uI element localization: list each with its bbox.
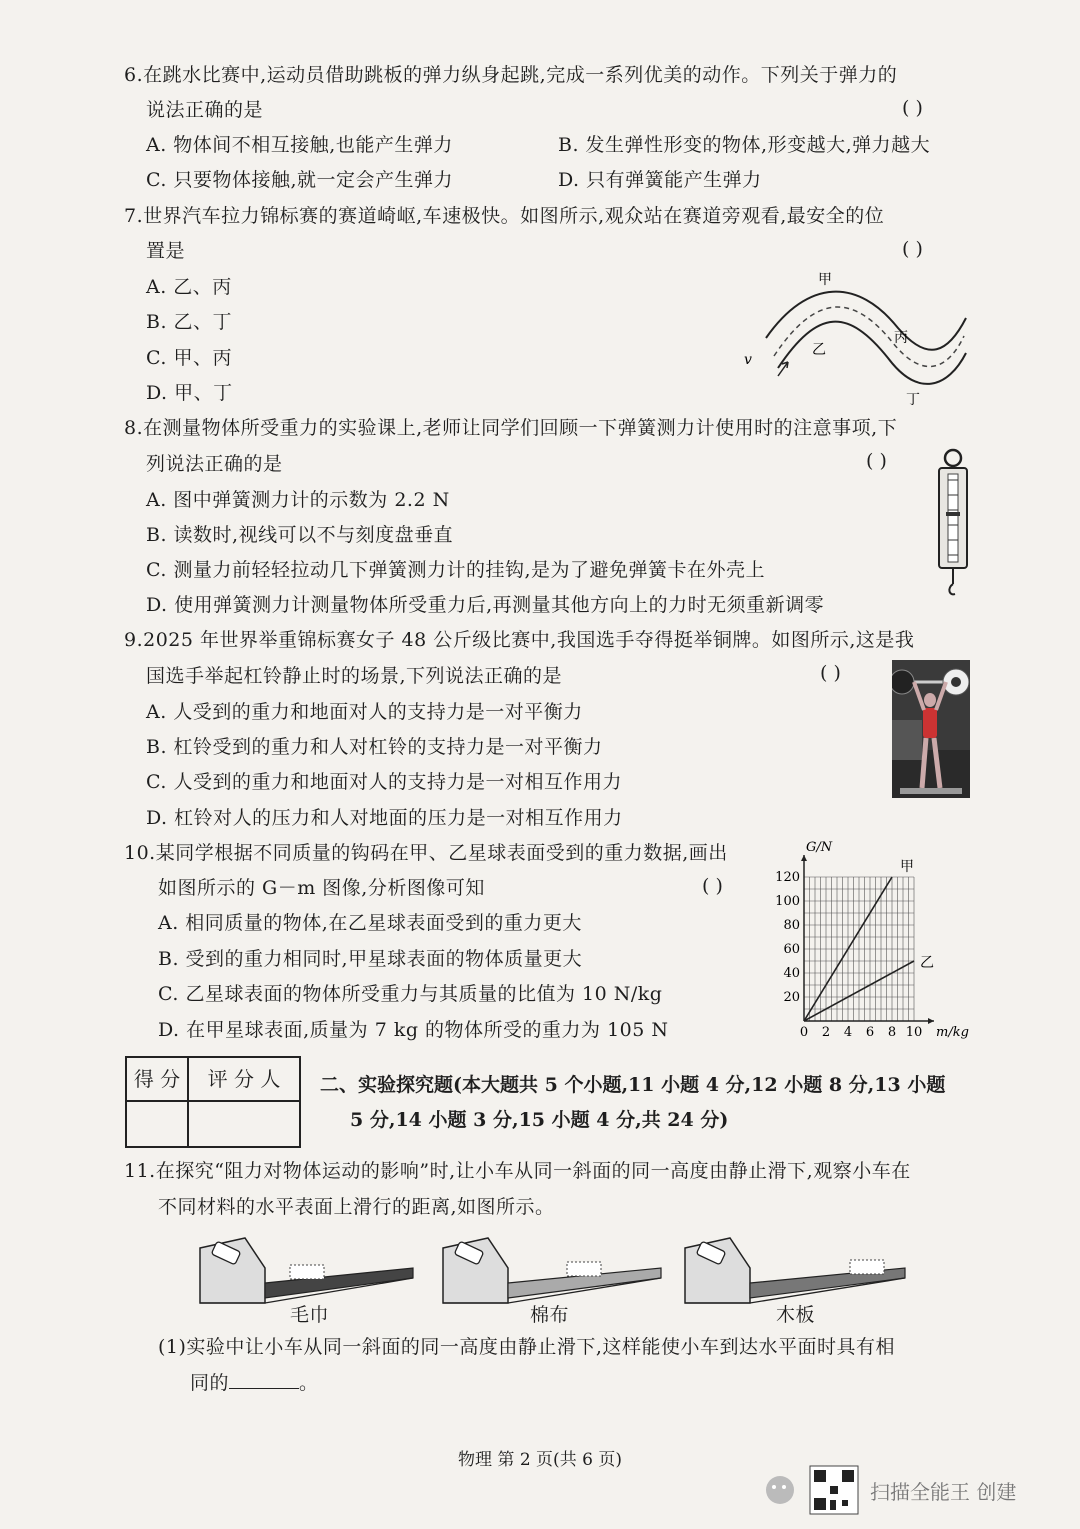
spring-scale-figure	[930, 448, 976, 598]
y-tick-label: 20	[783, 990, 800, 1005]
q8-stem-line1: 8.在测量物体所受重力的实验课上,老师让同学们回顾一下弹簧测力计使用时的注意事项,下	[124, 417, 898, 439]
q6-option-c: C. 只要物体接触,就一定会产生弹力	[146, 169, 453, 191]
g-m-chart	[770, 835, 980, 1045]
q9-stem-line2: 国选手举起杠铃静止时的场景,下列说法正确的是	[146, 665, 563, 687]
q11-stem-line1: 11.在探究“阻力对物体运动的影响”时,让小车从同一斜面的同一高度由静止滑下,观察小车在	[124, 1160, 911, 1182]
x-tick-label: 4	[843, 1025, 853, 1040]
q8-stem-line2: 列说法正确的是	[146, 453, 283, 475]
incline-towel	[200, 1238, 413, 1303]
x-tick-label: 6	[865, 1025, 875, 1040]
x-axis-arrow	[928, 1018, 934, 1024]
x-tick-label: 2	[821, 1025, 831, 1040]
y-tick-label: 80	[783, 918, 800, 933]
score-table-divider	[187, 1102, 189, 1146]
answer-blank[interactable]	[229, 1370, 299, 1389]
q7-option-c: C. 甲、丙	[146, 347, 232, 369]
x-tick-label: 0	[799, 1025, 809, 1040]
q9-option-c: C. 人受到的重力和地面对人的支持力是一对相互作用力	[146, 771, 622, 793]
label-jia: 甲	[818, 272, 832, 288]
q6-option-a: A. 物体间不相互接触,也能产生弹力	[146, 134, 453, 156]
q10-answer-paren: ( )	[702, 875, 723, 897]
q10-stem-line2: 如图所示的 G－m 图像,分析图像可知	[158, 877, 485, 899]
q8-option-a: A. 图中弹簧测力计的示数为 2.2 N	[146, 489, 450, 511]
section2-title-line2: 5 分,14 小题 3 分,15 小题 4 分,共 24 分)	[350, 1109, 729, 1131]
q8-option-b: B. 读数时,视线可以不与刻度盘垂直	[146, 524, 454, 546]
y-axis-arrow	[801, 855, 807, 861]
label-ding: 丁	[906, 392, 920, 408]
x-tick-label: 8	[887, 1025, 897, 1040]
q11-sub1-line2	[190, 1370, 319, 1396]
weightlifter-photo	[892, 660, 970, 798]
score-header: 得 分	[127, 1058, 189, 1102]
q9-option-b: B. 杠铃受到的重力和人对杠铃的支持力是一对平衡力	[146, 736, 603, 758]
watermark-text: 扫描全能王 创建	[870, 1480, 1017, 1504]
label-v: v	[744, 352, 752, 368]
q10-stem-line1: 10.某同学根据不同质量的钩码在甲、乙星球表面受到的重力数据,画出	[124, 842, 728, 864]
q7-stem-line2: 置是	[146, 240, 186, 262]
x-tick-label: 10	[905, 1025, 923, 1040]
q6-option-d: D. 只有弹簧能产生弹力	[558, 169, 762, 191]
q10-option-d: D. 在甲星球表面,质量为 7 kg 的物体所受的重力为 105 N	[158, 1019, 669, 1041]
q10-option-b: B. 受到的重力相同时,甲星球表面的物体质量更大	[158, 948, 583, 970]
q6-option-b: B. 发生弹性形变的物体,形变越大,弹力越大	[558, 134, 931, 156]
q7-answer-paren: ( )	[902, 238, 923, 260]
surface-label-cotton: 棉布	[530, 1304, 570, 1326]
q7-option-a: A. 乙、丙	[146, 276, 232, 298]
incline-cotton	[443, 1238, 661, 1303]
q10-option-c: C. 乙星球表面的物体所受重力与其质量的比值为 10 N/kg	[158, 983, 663, 1005]
y-axis-label: G/N	[806, 840, 833, 855]
section2-title-line1: 二、实验探究题(本大题共 5 个小题,11 小题 4 分,12 小题 8 分,13 小题	[320, 1074, 946, 1096]
q8-answer-paren: ( )	[866, 450, 887, 472]
q7-option-d: D. 甲、丁	[146, 382, 233, 404]
q6-stem-line2: 说法正确的是	[146, 99, 264, 121]
q8-option-c: C. 测量力前轻轻拉动几下弹簧测力计的挂钩,是为了避免弹簧卡在外壳上	[146, 559, 765, 581]
q9-option-d: D. 杠铃对人的压力和人对地面的压力是一对相互作用力	[146, 807, 623, 829]
score-table	[125, 1056, 301, 1148]
q7-stem-line1: 7.世界汽车拉力锦标赛的赛道崎岖,车速极快。如图所示,观众站在赛道旁观看,最安全的位	[124, 205, 885, 227]
y-tick-label: 40	[783, 966, 800, 981]
q9-option-a: A. 人受到的重力和地面对人的支持力是一对平衡力	[146, 701, 583, 723]
surface-label-wood: 木板	[776, 1304, 816, 1326]
series-label-yi: 乙	[920, 955, 934, 971]
label-yi: 乙	[812, 342, 826, 358]
race-track-figure	[738, 268, 978, 408]
q11-sub1-period: 。	[299, 1372, 319, 1394]
incline-wood	[685, 1238, 905, 1303]
y-tick-label: 60	[783, 942, 800, 957]
y-tick-label: 100	[775, 894, 800, 909]
q9-stem-line1: 9.2025 年世界举重锦标赛女子 48 公斤级比赛中,我国选手夺得挺举铜牌。如图所示,这是我	[124, 629, 915, 651]
y-tick-label: 120	[775, 870, 800, 885]
x-axis-label: m/kg	[936, 1025, 969, 1040]
q11-sub1-text: 同的	[190, 1372, 230, 1394]
label-bing: 丙	[894, 330, 908, 346]
page-footer: 物理 第 2 页(共 6 页)	[458, 1450, 622, 1470]
q11-stem-line2: 不同材料的水平表面上滑行的距离,如图所示。	[158, 1196, 555, 1218]
q6-stem-line1: 6.在跳水比赛中,运动员借助跳板的弹力纵身起跳,完成一系列优美的动作。下列关于弹力的	[124, 64, 898, 86]
q11-sub1-line1: (1)实验中让小车从同一斜面的同一高度由静止滑下,这样能使小车到达水平面时具有相	[158, 1336, 895, 1358]
surface-label-towel: 毛巾	[290, 1304, 330, 1326]
q10-option-a: A. 相同质量的物体,在乙星球表面受到的重力更大	[158, 912, 582, 934]
q9-answer-paren: ( )	[820, 662, 841, 684]
q8-option-d: D. 使用弹簧测力计测量物体所受重力后,再测量其他方向上的力时无须重新调零	[146, 594, 825, 616]
q6-answer-paren: ( )	[902, 97, 923, 119]
grader-header: 评 分 人	[189, 1058, 299, 1102]
series-label-jia: 甲	[900, 859, 914, 875]
q7-option-b: B. 乙、丁	[146, 311, 233, 333]
